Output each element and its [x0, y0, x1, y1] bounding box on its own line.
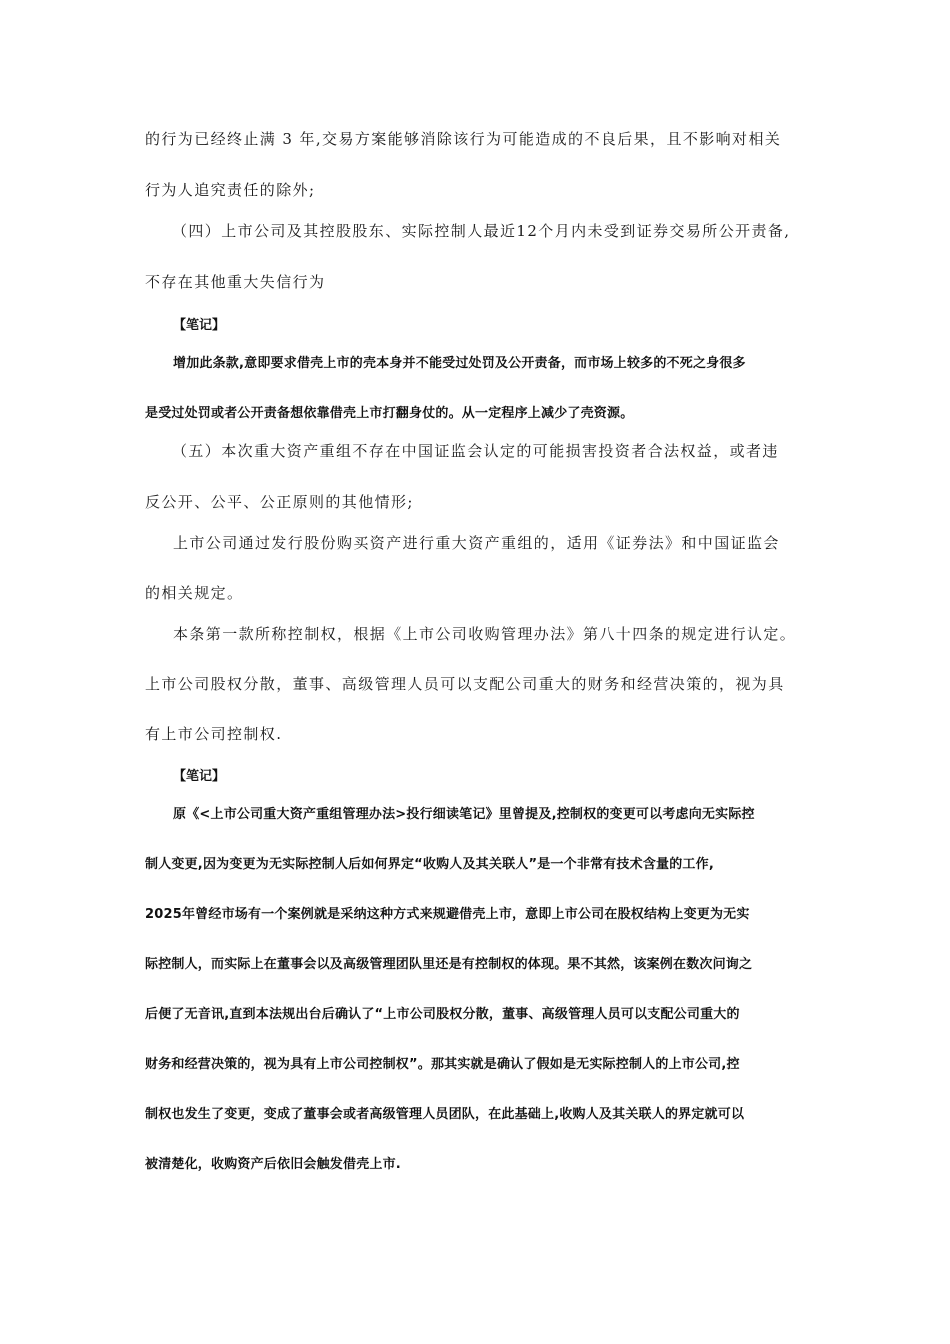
- body-text-line: 的行为已经终止满 3 年,交易方案能够消除该行为可能造成的不良后果，且不影响对相关: [145, 130, 782, 148]
- note-text-line: 后便了无音讯,直到本法规出台后确认了“上市公司股权分散，董事、高级管理人员可以支配公司重大的: [145, 1007, 740, 1022]
- note-text-line: 财务和经营决策的，视为具有上市公司控制权”。那其实就是确认了假如是无实际控制人的上市公司,控: [145, 1057, 740, 1072]
- body-text-line: 不存在其他重大失信行为: [145, 273, 326, 291]
- note-heading: 【笔记】: [173, 769, 226, 784]
- note-text-line: 原《<上市公司重大资产重组管理办法>投行细读笔记》里曾提及,控制权的变更可以考虑向无实际控: [173, 807, 755, 822]
- note-text-line: 制权也发生了变更，变成了董事会或者高级管理人员团队，在此基础上,收购人及其关联人的界定就可以: [145, 1107, 745, 1122]
- note-text-line: 2025年曾经市场有一个案例就是采纳这种方式来规避借壳上市，意即上市公司在股权结构上变更为无实: [145, 907, 750, 922]
- note-text-line: 制人变更,因为变更为无实际控制人后如何界定“收购人及其关联人”是一个非常有技术含量的工作,: [145, 857, 714, 872]
- body-text-line: 上市公司通过发行股份购买资产进行重大资产重组的，适用《证券法》和中国证监会: [173, 534, 780, 552]
- body-text-line: 反公开、公平、公正原则的其他情形;: [145, 493, 414, 511]
- note-text-line: 际控制人，而实际上在董事会以及高级管理团队里还是有控制权的体现。果不其然，该案例在数次问询之: [145, 957, 753, 972]
- note-text-line: 被清楚化，收购资产后依旧会触发借壳上市.: [145, 1157, 401, 1172]
- note-text-line: 增加此条款,意即要求借壳上市的壳本身并不能受过处罚及公开责备，而市场上较多的不死之身很多: [173, 356, 746, 371]
- body-text-line: 本条第一款所称控制权，根据《上市公司收购管理办法》第八十四条的规定进行认定。: [173, 625, 797, 643]
- body-text-line: 的相关规定。: [145, 584, 244, 602]
- note-heading: 【笔记】: [173, 318, 226, 333]
- clause-four-line: （四）上市公司及其控股股东、实际控制人最近12个月内未受到证券交易所公开责备,: [172, 222, 791, 240]
- body-text-line: 行为人追究责任的除外;: [145, 181, 316, 199]
- clause-five-line: （五）本次重大资产重组不存在中国证监会认定的可能损害投资者合法权益，或者违: [172, 442, 779, 460]
- body-text-line: 有上市公司控制权.: [145, 725, 283, 743]
- body-text-line: 上市公司股权分散，董事、高级管理人员可以支配公司重大的财务和经营决策的，视为具: [145, 675, 785, 693]
- note-text-line: 是受过处罚或者公开责备想依靠借壳上市打翻身仗的。从一定程序上减少了壳资源。: [145, 406, 634, 421]
